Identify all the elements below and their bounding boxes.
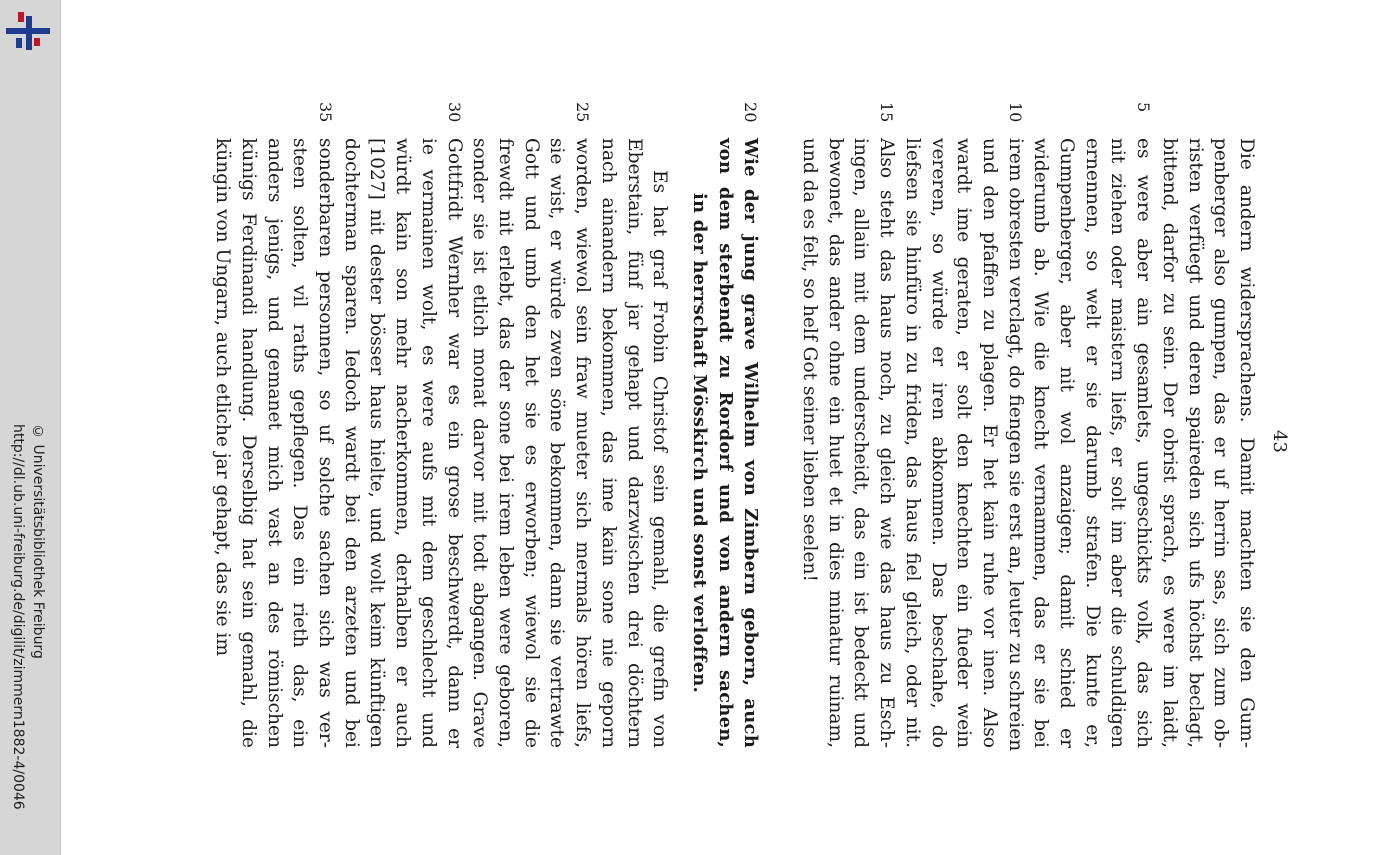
line-text: sonderbaren personnen, so uf solche sachen sich was ver- (315, 138, 337, 748)
heading-text: von dem sterbendt zu Rordorf und von andern sachen, (714, 138, 736, 748)
copyright-text: © Universitätsbibliothek Freiburg (30, 424, 46, 659)
line-text: anders jenigs, und gemanet mich vast an des römischen (263, 138, 285, 748)
text-block-1 (796, 102, 1259, 752)
line-text: ie vermainen wolt, es were aufs mit dem geschlecht und (417, 138, 439, 748)
line-text: bewonet, das ander ohne ein huet et in dies minatur ruinam, (824, 138, 846, 748)
line-text: würdt kain son mehr nacherkommen, derhalben er auch (392, 138, 414, 748)
text-line (1208, 138, 1234, 748)
line-text: nit ziehen oder maistern liefs, er solt im aber die schuldigen (1107, 138, 1129, 748)
text-line (873, 102, 899, 748)
source-info (8, 424, 48, 810)
text-line (951, 138, 977, 748)
text-line (287, 138, 313, 748)
text-line (569, 102, 595, 748)
text-line (595, 138, 621, 748)
text-line (415, 138, 441, 748)
line-number: 35 (316, 102, 336, 123)
heading-text: Wie der jung grave Wilhelm von Zimbern geborn, auch (740, 138, 762, 748)
text-line (822, 138, 848, 748)
text-line (312, 102, 338, 748)
heading-line (738, 102, 764, 748)
line-number: 10 (1005, 102, 1025, 123)
line-text: wardt ime geraten, er solt den knechten ein fueder wein (953, 138, 975, 748)
line-text: worden, wiewol sein fraw mueter sich mermals hören liefs, (572, 138, 594, 748)
line-text: sonder sie ist etlich monat darvor mit todt abgangen. Grave (469, 138, 491, 748)
text-line (492, 138, 518, 748)
text-line (1002, 102, 1028, 752)
line-text: Also steht das haus noch, zu gleich wie das haus zu Esch- (876, 138, 898, 748)
line-number: 5 (1134, 102, 1154, 113)
text-line (261, 138, 287, 748)
text-block-2 (210, 102, 673, 748)
line-text: sie wist, er würde zwen söne bekommen, dann sie vertrawte (546, 138, 568, 748)
line-text: Die andern widersprachens. Damit machten sie den Gum- (1236, 138, 1257, 748)
line-text: ernennen, so welt er sie darumb strafen. Die kunte er, (1081, 138, 1103, 748)
text-line (647, 138, 673, 748)
text-line (338, 138, 364, 748)
text-line (467, 138, 493, 748)
line-text: widerumb ab. Wie die knecht vernammen, das er sie bei (1030, 138, 1052, 748)
chapter-heading (686, 102, 763, 748)
line-text: küngin von Ungarn, auch etliche jar gehapt, das sie im (212, 138, 234, 657)
line-text: nach ainandern bekommen, das ime kain sone nie geporn (597, 138, 619, 748)
line-text: frewdt nit erlebt, das der sone bei irem leben were geboren, (495, 138, 517, 748)
text-line (976, 138, 1002, 748)
line-text: Gott und umb den het sie es erworben; wiewol sie die (520, 138, 542, 748)
text-line (1053, 138, 1079, 748)
source-url[interactable]: http://dl.ub.uni-freiburg.de/digilit/zimmern1882-4/0046 (10, 424, 26, 810)
page-number: 43 (1269, 430, 1290, 453)
heading-line (686, 138, 712, 748)
line-text: steen solten, vil raths gepflegen. Das ein rieth das, ein (289, 138, 311, 748)
line-text: Es hat graf Frobin Christof sein gemahl, die grefin von (649, 170, 671, 748)
text-line (364, 138, 390, 748)
line-text: penberger also gumpen, das er uf herrin sas, sich zum ob- (1210, 138, 1232, 748)
line-text: risten verfüegt und deren spaireden sich ufs höchst beclagt, (1184, 138, 1206, 748)
heading-text: in der herrschaft Mösskirch und sonst verloffen. (688, 192, 710, 694)
line-text: vereren, so würde er iren abkommen. Das beschahe, do (927, 138, 949, 748)
text-line (1079, 138, 1105, 748)
text-line (210, 138, 236, 748)
text-line (390, 138, 416, 748)
text-line (518, 138, 544, 748)
text-line (1028, 138, 1054, 748)
text-line (1182, 138, 1208, 748)
text-line (1156, 138, 1182, 748)
text-line (925, 138, 951, 748)
line-text: Eberstain, fünf jar gehapt und darzwischen drei döchtern (623, 138, 645, 748)
line-number: 15 (877, 102, 897, 123)
line-number: 30 (444, 102, 464, 123)
text-line (848, 138, 874, 748)
line-text: bittend, darfor zu sein. Der obrist sprach, es were im laidt, (1158, 138, 1180, 748)
text-line (441, 102, 467, 748)
line-text: irem obresten verclagt, do fiengen sie erst an, leuter zu schreien (1004, 138, 1026, 752)
ub-freiburg-logo-icon (4, 10, 52, 54)
text-line (1130, 102, 1156, 748)
line-number: 20 (741, 102, 761, 123)
line-text: dochterman sparen. Iedoch wardt bei den arzeten und bei (340, 138, 362, 748)
line-text: und da es felt, so helf Got seiner lieben seelen! (799, 138, 821, 582)
scanned-page (210, 102, 1290, 752)
text-line (544, 138, 570, 748)
text-line (796, 138, 822, 748)
text-line (1233, 138, 1259, 748)
heading-line (712, 138, 738, 748)
text-line (621, 138, 647, 748)
text-line (1105, 138, 1131, 748)
line-text: liefsen sie hinfüro in zu friden, das haus fiel gleich, oder nit. (901, 138, 923, 748)
line-text: Gumpenberger, aber nit wol anzaigen; damit schied er (1056, 138, 1078, 748)
line-text: Gottfridt Wernher war es ein grose beschwerdt, dann er (443, 138, 465, 748)
line-text: und den pfaffen zu plagen. Er het kain ruhe vor inen. Also (978, 138, 1000, 748)
line-text: künigs Ferdinandi handlung. Derselbig hat sein gemahl, die (237, 138, 259, 748)
viewer-sidebar (0, 0, 61, 855)
text-line (235, 138, 261, 748)
line-text: ingen, allain mit dem underscheidt, das ein ist bedeckt und (850, 138, 872, 748)
line-text: [1027] nit dester bösser haus hielte, und wolt keim künftigen (366, 138, 388, 748)
text-line (899, 138, 925, 748)
line-text: es were aber ain gesamlets, ungeschickts volk, das sich (1133, 138, 1155, 748)
line-number: 25 (573, 102, 593, 123)
